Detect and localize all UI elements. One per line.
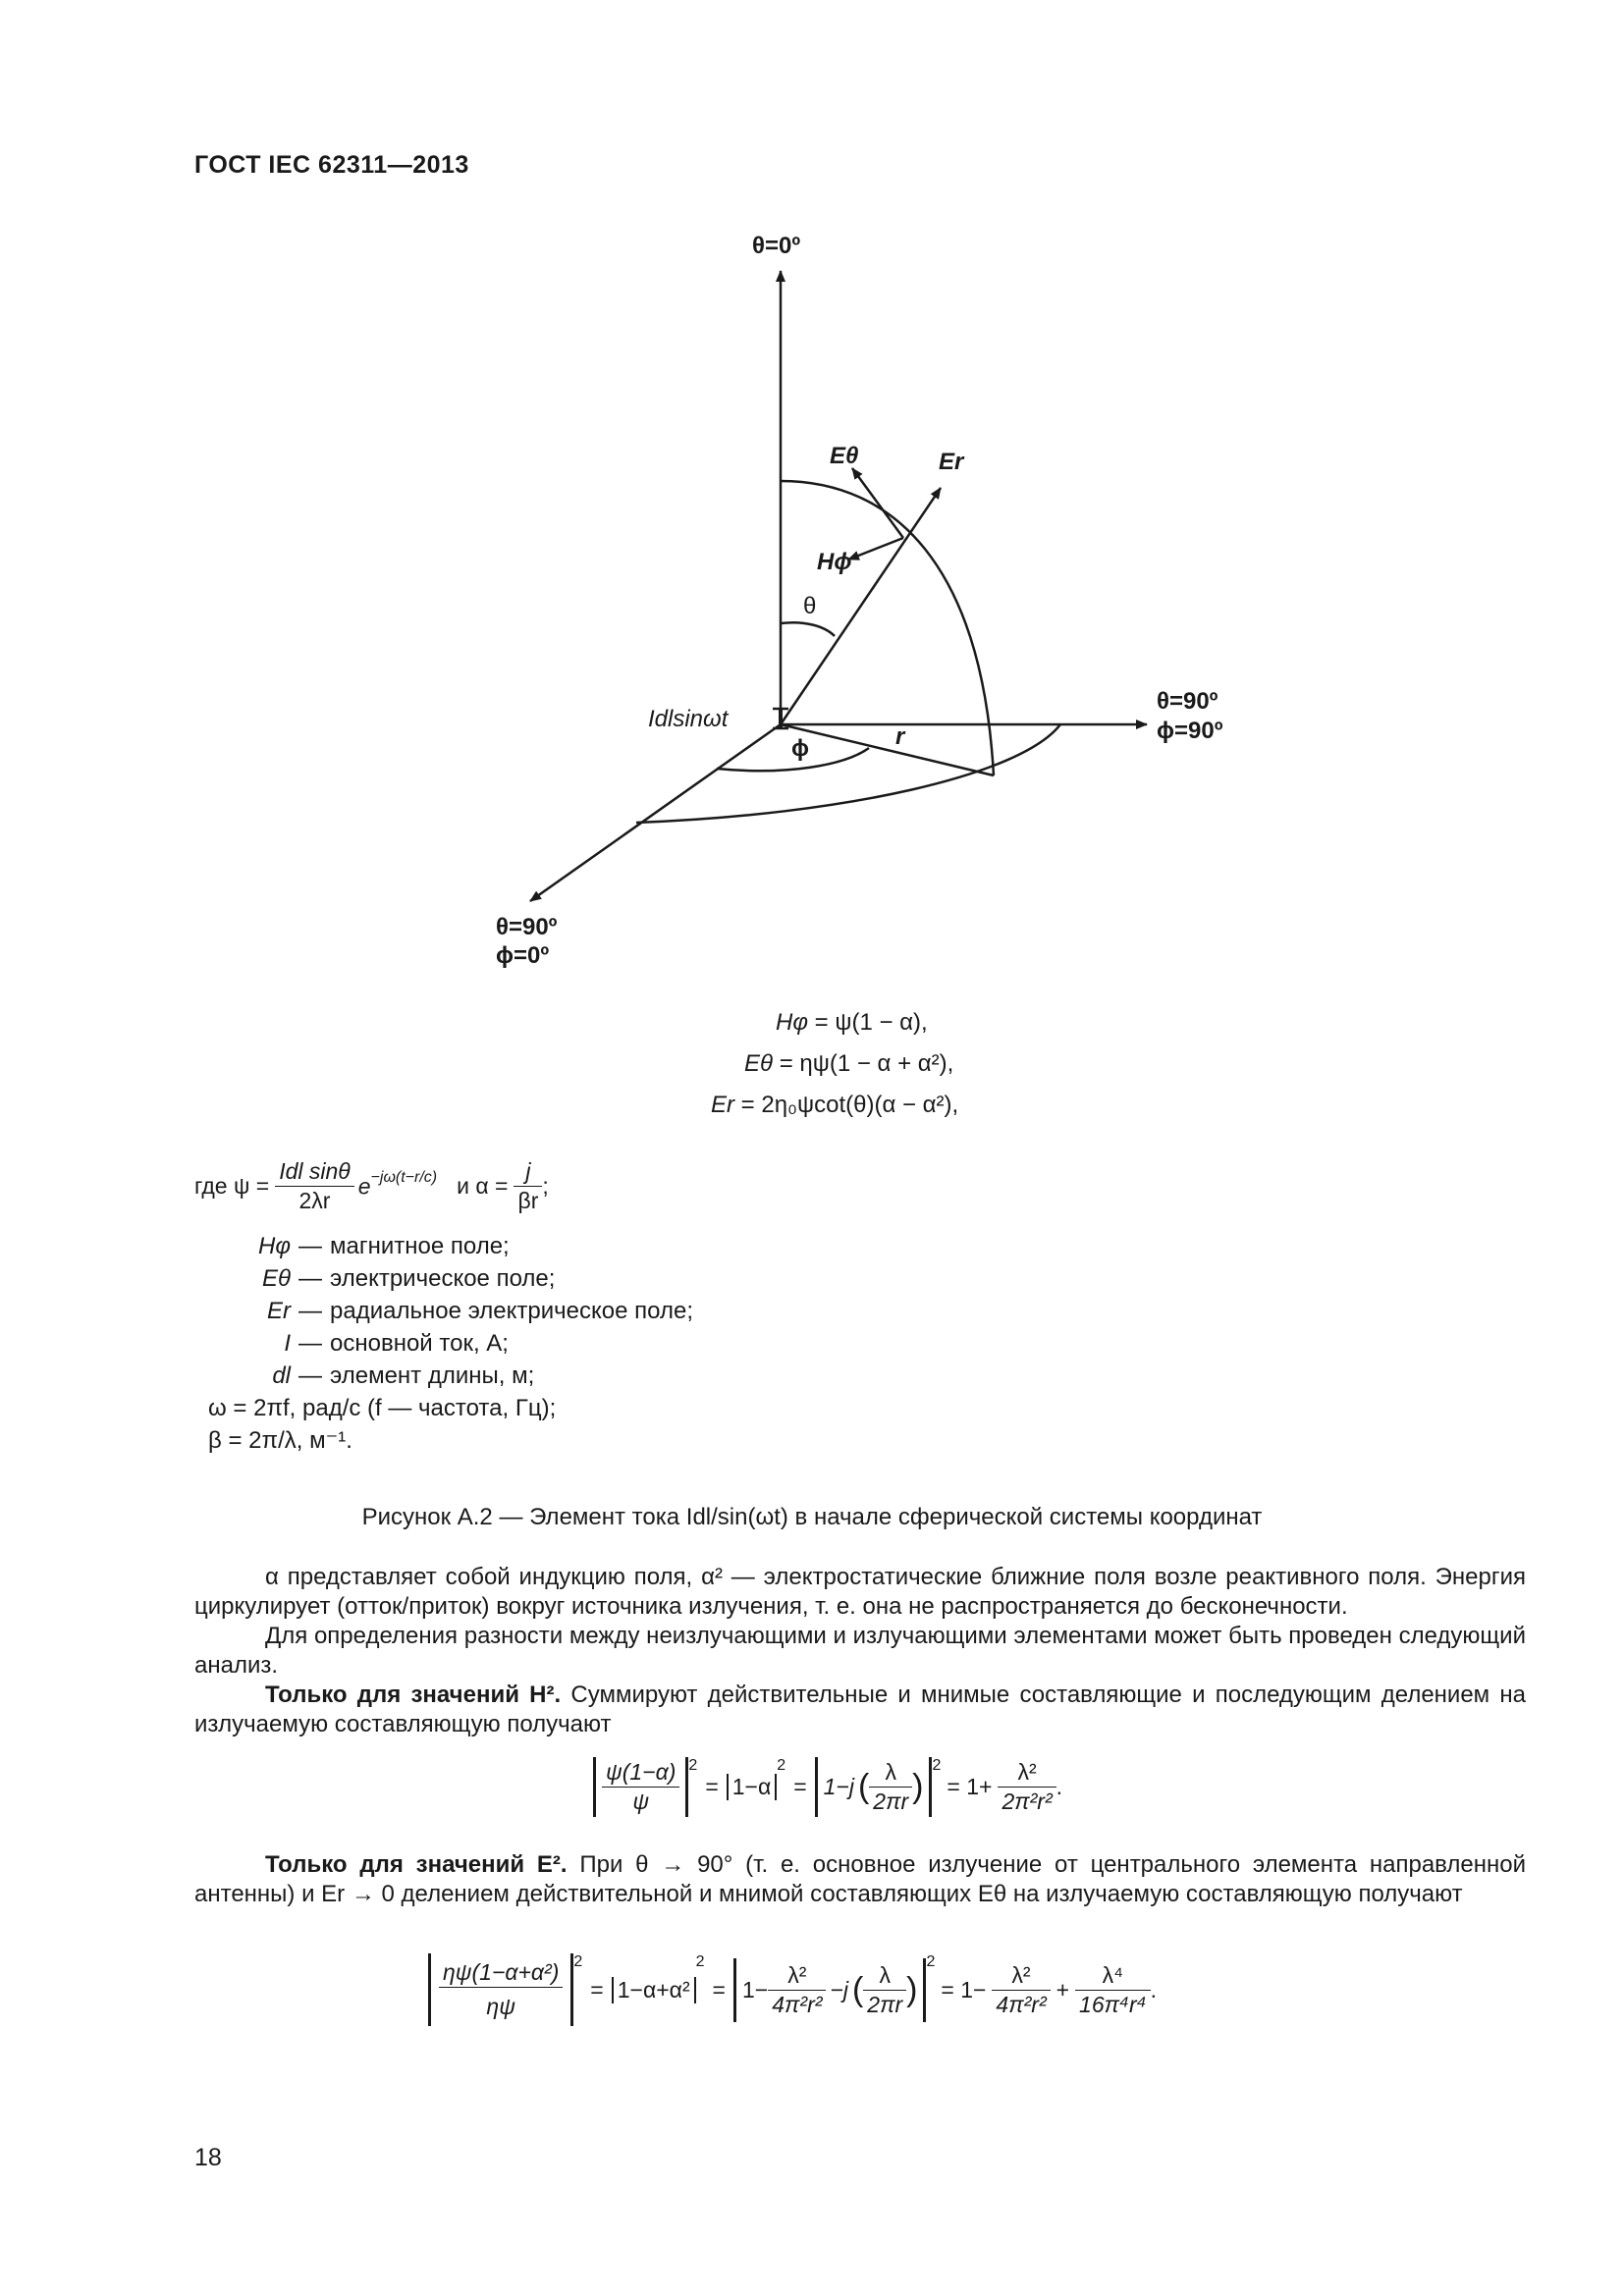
definition-row: Hφ — магнитное поле; xyxy=(258,1233,510,1259)
document-header: ГОСТ IEC 62311—2013 xyxy=(194,151,469,179)
definition-row: dl — элемент длины, м; xyxy=(272,1362,535,1389)
equation-h-phi: Hφ = ψ(1 − α), xyxy=(776,1009,928,1036)
paragraph-analysis: Для определения разности между неизлучающими и излучающими элементами может быть проведен следующий анализ. xyxy=(194,1623,1526,1679)
label-h-phi: Hϕ xyxy=(817,549,852,575)
label-bottom-theta: θ=90º xyxy=(496,914,558,940)
where-line: где ψ = $\frac{\text{Idl sinθ}}{2\lambda r}$ $e^{-j\omega(t-r/c)}$ и α = $\frac{j}{\beta r}$ ; xyxy=(194,1158,549,1213)
label-r: r xyxy=(895,723,905,750)
paragraph-e2: Только для значений E². При θ → 90° (т. е. основное излучение от центрального элемента направленной антенны) и Er → 0 делением действительной и мнимой составляющих Eθ на излучаемую составляющую получают xyxy=(194,1851,1526,1907)
definition-row: Eθ — электрическое поле; xyxy=(261,1265,556,1292)
label-e-r: Er xyxy=(939,449,964,475)
symbol-definitions xyxy=(196,1230,693,1457)
x-axis xyxy=(530,724,781,901)
label-bottom-phi: ϕ=0º xyxy=(496,942,550,969)
spherical-coordinate-diagram xyxy=(0,0,1624,982)
definition-row: I — основной ток, А; xyxy=(284,1330,509,1357)
label-right-theta: θ=90º xyxy=(1157,688,1218,715)
page-number: 18 xyxy=(194,2144,222,2171)
label-source: Idlsinωt xyxy=(648,706,729,732)
beta-definition: β = 2π/λ, м⁻¹. xyxy=(208,1427,352,1454)
alpha-fraction: $\frac{j}{\beta r}$ xyxy=(514,1158,542,1214)
label-theta: θ xyxy=(803,593,817,619)
equator-arc xyxy=(636,724,1060,823)
omega-definition: ω = 2πf, рад/с (f — частота, Гц); xyxy=(208,1395,557,1421)
figure-caption: Рисунок А.2 — Элемент тока Idl/sin(ωt) в начале сферической системы координат xyxy=(361,1504,1263,1530)
equation-e-theta: Eθ = ηψ(1 − α + α²), xyxy=(744,1050,954,1077)
label-theta-0: θ=0º xyxy=(752,233,801,259)
paragraph-h2: Только для значений H². Суммируют действительные и мнимые составляющие и последующим делением на излучаемую составляющую получают xyxy=(194,1682,1526,1737)
paragraph-alpha: α представляет собой индукцию поля, α² — электростатические ближние поля возле реактивного поля. Энергия циркулирует (отток/приток) вокруг источника излучения, т. е. она не распространяется до бесконечности. xyxy=(194,1564,1526,1620)
equation-e-r: Er = 2η₀ψcot(θ)(α − α²), xyxy=(711,1092,959,1118)
label-right-phi: ϕ=90º xyxy=(1157,718,1223,744)
formula-h-squared: $\frac{\psi(1-\alpha)}{\psi}$ $^2$ = 1−α $^2$ = 1−j ( $\frac{\lambda}{2\pi r}$ ) $^2$ = 1+ $\frac{\text{λ²}}{\text{2π²r²}}$ . xyxy=(593,1757,1062,1817)
psi-fraction: $\frac{\text{Idl sinθ}}{2\lambda r}$ xyxy=(275,1158,354,1214)
e-theta-arrow xyxy=(852,468,903,538)
theta-arc xyxy=(781,622,835,636)
label-phi: ϕ xyxy=(791,735,809,762)
definition-row: Er — радиальное электрическое поле; xyxy=(267,1298,693,1324)
label-e-theta: Eθ xyxy=(830,443,859,469)
formula-e-squared: $\frac{\text{ηψ(1−α+α²)}}{\eta\psi}$ $^2$ = 1−α+α² 2 = 1− $\frac{\text{λ²}}{\text{4π²r²}}$ −j ( $\frac{\lambda}{2\pi r}$ ) $^2$ = 1− $\frac{\text{λ²}}{\text{4π²r²}}$ + $\frac{\text{λ⁴}}{\text{16π⁴r⁴}}$ . xyxy=(428,1953,1157,2026)
